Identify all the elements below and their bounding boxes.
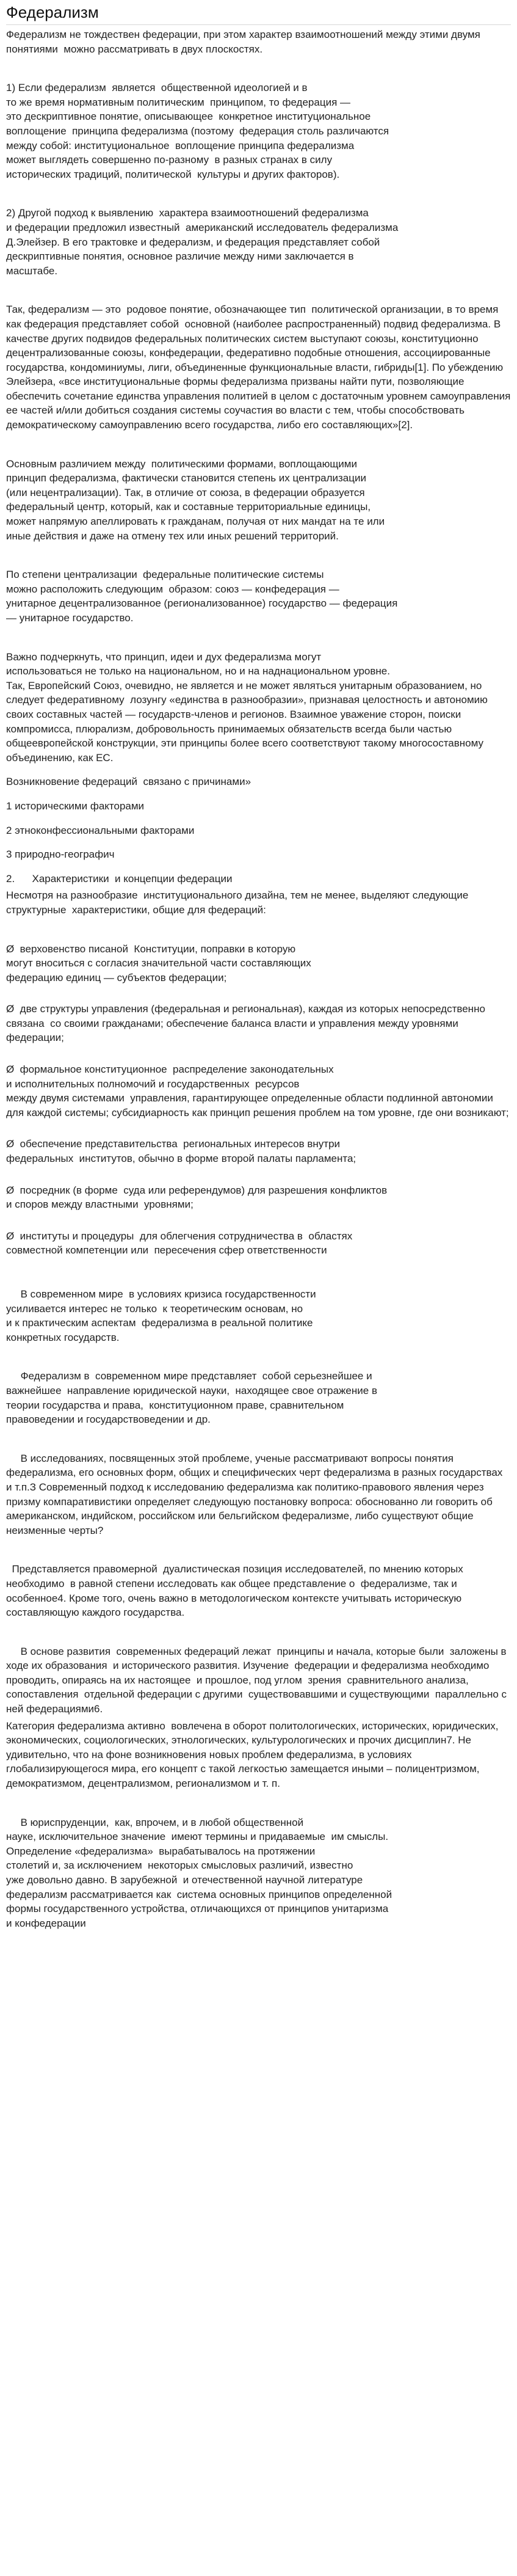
bullet-two-structures: Ø две структуры управления (федеральная и региональная), каждая из которых непосредственно связана со своими гражданами; обеспечение баланса власти и управления между уровнями федерации; (6, 1003, 488, 1044)
paragraph-centralization: Основным различием между политическими формами, воплощающими принцип федерализма, фактически становится степень их централизации (или нецентрализации). Так, в отличие от союза, в федерации образуется федеральный центр, который, как и составные территориальные единицы, может напрямую апеллировать к гражданам, получая от них мандат на те или иные действия и даже на отмену тех или иных решений территорий. (6, 458, 385, 542)
paragraph-dualistic: Представляется правомерной дуалистическая позиция исследователей, по мнению которых необходимо в равной степени исследовать как общее представление о федерализме, так и особенное4. Кроме того, очень важно в методологическом контексте учитывать историческую составляющую каждого государства. (6, 1563, 466, 1619)
paragraph-development: В основе развития современных федераций лежат принципы и начала, которые были заложены в ходе их образования и исторического развития. Изучение федерации и федерализма необходимо проводить, опираясь на их настоящее и прошлое, под углом зрения сравнительного анализа, сопоставления отдельной федерации с другими существовавшими и существующими параллельно с ней федерациями6. (6, 1645, 510, 1715)
paragraph-intro: Федерализм не тождествен федерации, при этом характер взаимоотношений между этими двумя понятиями можно рассматривать в двух плоскостях. (6, 29, 483, 55)
list-item-origin-3: 3 природно-географич (6, 848, 115, 861)
paragraph-eu: Важно подчеркнуть, что принцип, идеи и дух федерализма могут использоваться не только на национальном, но и на наднациональном уровне. Так, Европейский Союз, очевидно, не является и не может являться унитарным образованием, но следует федеративному лозунгу «единства в разнообразии», признавая целостность и автономию своих составных частей — государств-членов и регионов. Взаимное уважение сторон, поиски компромисса, плюрализм, добровольность принимаемых обязательств всегда были частью общеевропейской конструкции, эти принципы более всего соответствуют такому многосоставному объединению, как ЕС. (6, 651, 488, 764)
paragraph-research: В исследованиях, посвященных этой проблеме, ученые рассматривают вопросы понятия федерализма, его основных форм, общих и специфических черт федерализма в разных государствах и т.п.З Современный подход к исследованию федерализма как политико-правового явления через призму компаративистики определяет следующую постановку вопроса: обоснованно ли говорить об американском, индийском, российском или бельгийском федерализме, либо существуют общие неизменные черты? (6, 1452, 506, 1536)
paragraph-modern-world: В современном мире в условиях кризиса государственности усиливается интерес не только к теоретическим основам, но и к практическим аспектам федерализма в реальной политике конкретных государств. (6, 1288, 316, 1343)
bullet-constitution: Ø верховенство писаной Конституции, поправки в которую могут вноситься с согласия значительной части составляющих федерацию единиц — субъектов федерации; (6, 943, 311, 983)
paragraph-origins: Возникновение федераций связано с причинами» (6, 776, 251, 788)
paragraph-point-2: 2) Другой подход к выявлению характера взаимоотношений федерализма и федерации предложил известный американский исследователь федерализма Д.Элейзер. В его трактовке и федерализм, и федерация представляет собой дескриптивные понятия, основное различие между ними заключается в масштабе. (6, 207, 399, 277)
paragraph-federalism-genus: Так, федерализм — это родовое понятие, обозначающее тип политической организации, в то время как федерация представляет собой основной (наиболее распространенный) подвид федерализма. В качестве других подвидов федеральных политических систем выступают союзы, конституционно децентрализованные союзы, конфедерации, федеративно подобные отношения, ассоциированные государства, кондоминиумы, лиги, объединенные функциональные власти, гибриды[1]. По убеждению Элейзера, «все институциональные формы федерализма призваны найти пути, позволяющие обеспечить сочетание единства управления политией в целом с достаточным уровнем самоуправления ее частей и/или добиться создания системы соучастия во власти с тем, чтобы способствовать демократическому самоуправлению всего государства, либо его составляющих»[2]. (6, 304, 514, 431)
bullet-representation: Ø обеспечение представительства региональных интересов внутри федеральных институтов, обычно в форме второй палаты парламента; (6, 1138, 356, 1165)
page-title: Федерализм (6, 2, 511, 25)
paragraph-jurisprudence: В юриспруденции, как, впрочем, и в любой общественной науке, исключительное значение имеют термины и придаваемые им смыслы. Определение «федерализма» вырабатывалось на протяжении столетий и, за исключением некоторых смысловых различий, известно уже довольно давно. В зарубежной и отечественной научной литературе федерализм рассматривается как система основных принципов определенной формы государственного устройства, отличающихся от принципов унитаризма и конфедерации (6, 1816, 392, 1929)
bullet-institutions: Ø институты и процедуры для облегчения сотрудничества в областях совместной компетенции или пересечения сфер ответственности (6, 1230, 353, 1257)
paragraph-federalism-science: Федерализм в современном мире представляет собой серьезнейшее и важнейшее направление юридической науки, находящее свое отражение в теории государства и права, конституционном праве, сравнительном правоведении и государствоведении и др. (6, 1370, 377, 1426)
paragraph-category: Категория федерализма активно вовлечена в оборот политологических, исторических, юридических, экономических, социологических, этнологических, культурологических и прочих дисциплин7. Не удивительно, что на фоне возникновения новых проблем федерализма, в условиях глобализирующегося мира, его концепт с такой легкостью замещается иными – полицентризмом, демократизмом, децентрализмом, регионализмом и т. п. (6, 1720, 502, 1790)
list-item-origin-1: 1 историческими факторами (6, 800, 145, 812)
section-heading-2: 2. Характеристики и концепции федерации (6, 872, 233, 885)
bullet-distribution: Ø формальное конституционное распределение законодательных и исполнительных полномочий и государственных ресурсов между двумя системами управления, гарантирующее определенные области подлинной автономии для каждой системы; субсидиарность как принцип решения проблем на том уровне, где они возникают; (6, 1064, 509, 1118)
paragraph-characteristics: Несмотря на разнообразие институционального дизайна, тем не менее, выделяют следующие структурные характеристики, общие для федераций: (6, 889, 472, 916)
paragraph-point-1: 1) Если федерализм является общественной идеологией и в то же время нормативным политическим принципом, то федерация — это дескриптивное понятие, описывающее конкретное институциональное воплощение принципа федерализма (поэтому федерация столь различаются между собой: институциональное воплощение принципа федерализма может выглядеть совершенно по-разному в разных странах в силу исторических традиций, политической культуры и других факторов). (6, 82, 389, 180)
bullet-mediator: Ø посредник (в форме суда или референдумов) для разрешения конфликтов и споров между властными уровнями; (6, 1184, 388, 1211)
list-item-origin-2: 2 этноконфессиональными факторами (6, 824, 195, 836)
paragraph-scale: По степени централизации федеральные политические системы можно расположить следующим образом: союз — конфедерация — унитарное децентрализованное (регионализованное) государство — федерация — унитарное государство. (6, 569, 398, 624)
